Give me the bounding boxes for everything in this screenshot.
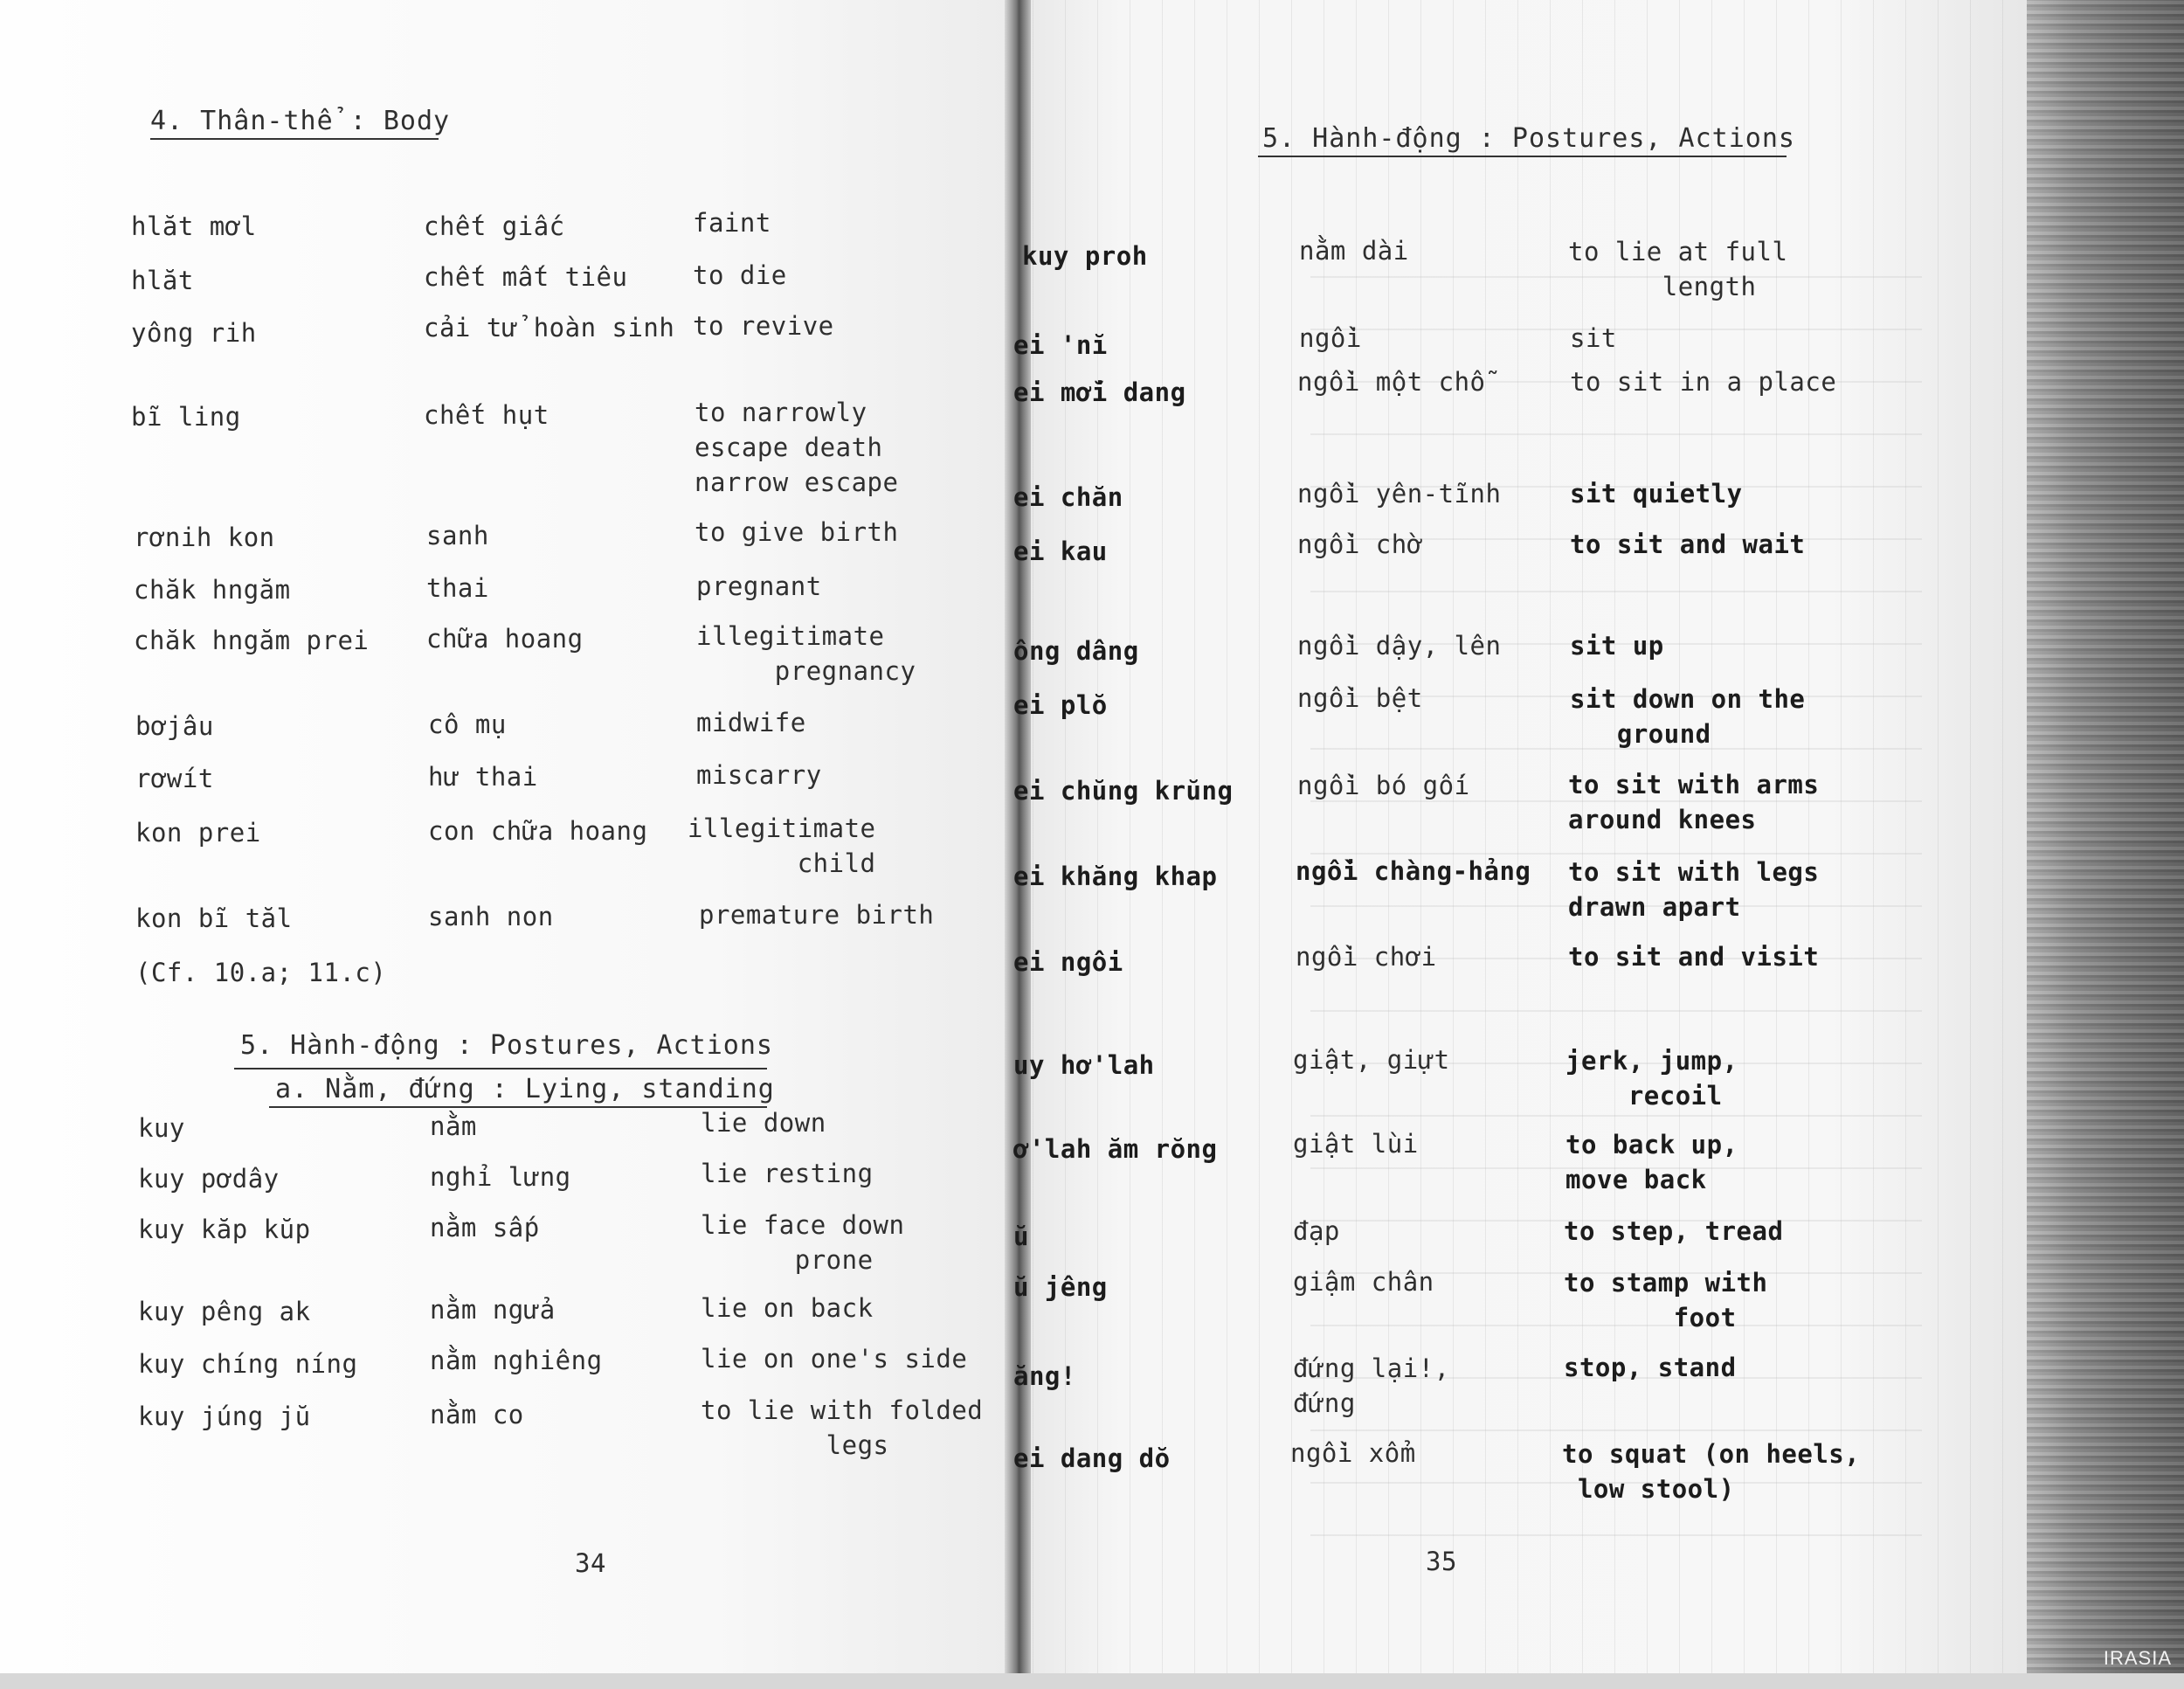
entry-vietnamese: đứng lại!, đứng (1293, 1353, 1450, 1418)
entry-term: ei ngôi (1013, 947, 1123, 977)
entry-english: sit up (1570, 631, 1664, 661)
entry-vietnamese: con chữa hoang (428, 816, 648, 846)
subsection-title: a. Nằm, đứng : Lying, standing (275, 1074, 775, 1104)
entry-term: ei dang dŏ (1013, 1443, 1171, 1473)
entry-vietnamese: ngồi chàng-hảng (1296, 856, 1531, 886)
entry-term: kuy kăp kŭp (138, 1215, 311, 1244)
entry-term: kuy júng jŭ (138, 1402, 311, 1431)
entry-english: faint (693, 208, 771, 238)
entry-term: kuy pơdây (138, 1164, 280, 1194)
entry-vietnamese: thai (426, 573, 489, 603)
entry-term: chăk hngăm prei (134, 626, 370, 655)
page-edge-texture (2027, 0, 2184, 1689)
entry-vietnamese: nằm sấp (430, 1213, 540, 1243)
left-section-title: 4. Thân-thể : Body (150, 106, 451, 136)
entry-term: hlăt (131, 266, 194, 295)
entry-english: to revive (693, 311, 834, 341)
entry-vietnamese: ngồi bó gối (1297, 771, 1470, 800)
entry-term: chăk hngăm (134, 575, 291, 605)
entry-english: to back up, move back (1565, 1130, 1738, 1194)
entry-vietnamese: chết hụt (424, 400, 549, 430)
entry-vietnamese: giật lùi (1293, 1129, 1419, 1159)
left-section2-title: 5. Hành-động : Postures, Actions (240, 1030, 773, 1061)
entry-vietnamese: giật, giựt (1293, 1045, 1450, 1075)
entry-vietnamese: nằm (430, 1111, 477, 1141)
entry-term: kuy pêng ak (138, 1297, 311, 1326)
entry-english: to lie with folded legs (701, 1395, 984, 1460)
entry-term: ei kau (1013, 536, 1108, 566)
entry-english: midwife (696, 708, 806, 737)
entry-term: uy hơ'lah (1013, 1050, 1155, 1080)
left-section-title-underline (150, 138, 439, 140)
entry-english: to stamp with foot (1564, 1268, 1768, 1333)
entry-term: kuy (138, 1113, 185, 1143)
entry-english: to step, tread (1564, 1216, 1784, 1246)
entry-english: lie down (701, 1108, 826, 1138)
entry-vietnamese: sanh (426, 521, 489, 550)
entry-english: to give birth (695, 517, 899, 547)
entry-vietnamese: giậm chân (1293, 1267, 1434, 1297)
entry-term: yông rih (131, 318, 257, 348)
entry-term: ăng! (1013, 1361, 1076, 1391)
entry-english: miscarry (696, 760, 822, 790)
entry-english: sit quietly (1570, 479, 1743, 509)
entry-vietnamese: chết giấc (424, 211, 565, 241)
entry-vietnamese: ngồi dậy, lên (1297, 631, 1502, 661)
entry-term: ei khăng khap (1013, 862, 1218, 891)
entry-term: ei mơ̆i dang (1013, 377, 1186, 407)
entry-vietnamese: nằm dài (1299, 236, 1409, 266)
entry-vietnamese: ngồi bệt (1297, 683, 1423, 713)
entry-vietnamese: cải tử hoàn sinh (424, 313, 675, 343)
entry-english: to die (693, 260, 787, 290)
entry-english: sit (1570, 323, 1617, 353)
entry-vietnamese: nghỉ lưng (430, 1162, 571, 1192)
entry-english: to sit with arms around knees (1568, 770, 1820, 834)
entry-term: kuy proh (1022, 241, 1148, 271)
entry-english: jerk, jump, recoil (1565, 1046, 1738, 1111)
entry-vietnamese: đạp (1293, 1216, 1340, 1246)
entry-term: kuy chíng níng (138, 1349, 358, 1379)
entry-vietnamese: ngồi một chỗ (1297, 367, 1486, 397)
entry-term: ông dâng (1013, 636, 1139, 666)
left-page-number: 34 (575, 1548, 606, 1578)
entry-english: premature birth (699, 900, 935, 930)
scan-bottom-edge (0, 1673, 2184, 1689)
entry-vietnamese: hư thai (428, 762, 538, 792)
entry-term: bơjâu (135, 711, 214, 741)
entry-term: ei 'nĭ (1013, 330, 1108, 360)
entry-english: to sit and wait (1570, 530, 1806, 559)
entry-vietnamese: ngồi xổm (1290, 1438, 1416, 1468)
entry-vietnamese: nằm co (430, 1400, 524, 1429)
watermark: IRASIA (2103, 1647, 2172, 1669)
entry-term: ei chăn (1013, 482, 1123, 512)
entry-term: ei plŏ (1013, 690, 1108, 720)
entry-vietnamese: ngồi yên-tĩnh (1297, 479, 1502, 509)
entry-term: hlăt mơl (131, 211, 257, 241)
entry-vietnamese: cô mụ (428, 710, 507, 739)
entry-english: to squat (on heels, low stool) (1562, 1439, 1861, 1504)
entry-term: kon bĩ tăl (135, 903, 293, 933)
cross-reference: (Cf. 10.a; 11.c) (135, 958, 387, 987)
entry-term: rơnih kon (134, 523, 275, 552)
entry-vietnamese: ngồi chờ (1297, 530, 1423, 559)
entry-english: to sit and visit (1568, 942, 1820, 972)
entry-english: to sit in a place (1570, 367, 1837, 397)
subsection-title-underline (269, 1106, 767, 1108)
entry-english: lie on back (701, 1293, 874, 1323)
entry-english: to sit with legs drawn apart (1568, 857, 1820, 922)
entry-english: lie resting (701, 1159, 874, 1188)
entry-english: lie on one's side (701, 1344, 968, 1374)
section2-title-underline (234, 1068, 767, 1069)
entry-english: illegitimate child (688, 813, 876, 878)
entry-vietnamese: nằm nghiêng (430, 1346, 603, 1375)
entry-term: ei chŭng krŭng (1013, 776, 1234, 806)
entry-vietnamese: nằm ngửa (430, 1295, 556, 1325)
right-page-number: 35 (1426, 1547, 1457, 1576)
entry-english: sit down on the ground (1570, 684, 1806, 749)
entry-english: illegitimate pregnancy (696, 621, 916, 686)
entry-term: kon prei (135, 818, 261, 848)
entry-term: ơ'lah ăm rŏng (1013, 1134, 1218, 1164)
entry-english: lie face down prone (701, 1210, 905, 1275)
entry-english: pregnant (696, 571, 822, 601)
entry-term: ŭ (1013, 1222, 1029, 1251)
entry-vietnamese: chết mất tiêu (424, 262, 628, 292)
entry-english: to narrowly escape death narrow escape (695, 398, 899, 497)
right-section-title: 5. Hành-động : Postures, Actions (1262, 123, 1795, 154)
entry-vietnamese: ngồi (1299, 323, 1362, 353)
entry-term: rơwít (135, 764, 214, 793)
entry-english: to lie at full length (1568, 237, 1788, 301)
right-section-title-underline (1258, 156, 1787, 157)
entry-english: stop, stand (1564, 1353, 1737, 1382)
entry-vietnamese: sanh non (428, 902, 554, 931)
entry-term: bĩ ling (131, 402, 241, 432)
entry-vietnamese: ngồi chơi (1296, 942, 1437, 972)
entry-vietnamese: chữa hoang (426, 624, 584, 654)
entry-term: ŭ jêng (1013, 1272, 1108, 1302)
